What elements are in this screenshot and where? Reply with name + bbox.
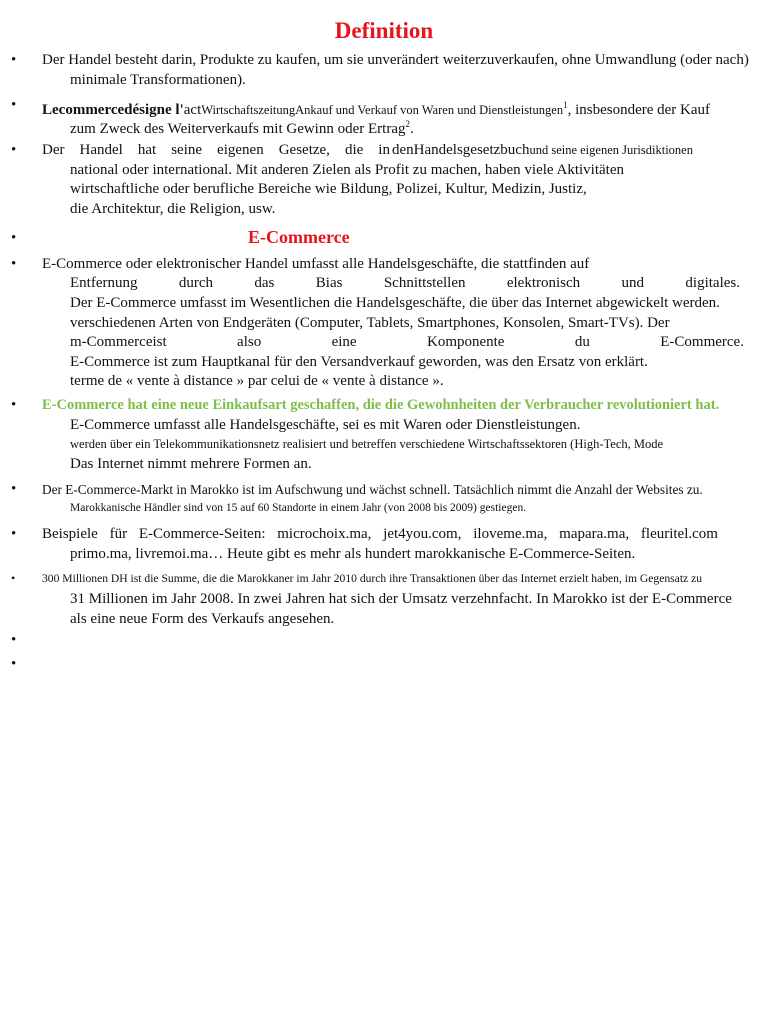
item-text: zum Zweck des Weiterverkaufs mit Gewinn oder Ertrag — [70, 121, 406, 137]
justified-line — [42, 525, 718, 544]
item-text-line: terme de « vente à distance » par celui de « vente à distance ». — [70, 373, 444, 389]
justified-word: Der — [42, 142, 65, 158]
bullet: • — [11, 571, 16, 585]
bullet: • — [11, 142, 17, 158]
bullet: • — [11, 656, 17, 672]
justified-word: Komponente — [426, 334, 505, 350]
justified-word: microchoix.ma, — [277, 526, 372, 542]
justified-word: Entfernung — [70, 275, 138, 291]
item-text-line: E-Commerce oder elektronischer Handel umfasst alle Handelsgeschäfte, die stattfinden auf — [42, 256, 590, 272]
justified-word: E-Commerce. — [660, 334, 744, 350]
item-text-line — [70, 115, 414, 139]
item-text-line: Der E-Commerce-Markt in Marokko ist im Aufschwung und wächst schnell. Tatsächlich nimmt die Anzahl der Websites zu. — [42, 482, 703, 497]
item-small-text: WirtschaftszeitungAnkauf und Verkauf von Waren und Dienstleistungen — [201, 103, 564, 117]
justified-word: eigenen — [217, 142, 264, 158]
bullet: • — [11, 230, 17, 246]
bullet: • — [11, 52, 17, 68]
item-text-line: wirtschaftliche oder berufliche Bereiche wie Bildung, Polizei, Kultur, Medizin, Justiz, — [70, 181, 587, 197]
justified-word: die — [344, 142, 364, 158]
bullet: • — [11, 97, 17, 113]
justified-word: Bias — [315, 275, 343, 291]
justified-word: hat — [137, 142, 157, 158]
item-text-line: die Architektur, die Religion, usw. — [70, 201, 276, 217]
justified-word: Schnittstellen — [383, 275, 466, 291]
section-title: E-Commerce — [248, 227, 350, 247]
item-text-line: werden über ein Telekommunikationsnetz realisiert und betreffen verschiedene Wirtschaftssektoren (High-Tech, Mode — [70, 437, 664, 451]
item-text-line: E-Commerce ist zum Hauptkanal für den Versandverkauf geworden, was den Ersatz von erklärt. — [70, 354, 648, 370]
bullet: • — [11, 397, 17, 413]
justified-word: seine — [171, 142, 203, 158]
justified-word: fleuritel.com — [640, 526, 718, 542]
item-lead-rest: act — [183, 102, 202, 118]
footnote-marker: 1 — [563, 100, 568, 110]
justified-word: m-Commerceist — [70, 334, 167, 350]
page-title: Definition — [334, 18, 434, 43]
footnote-marker: 2 — [405, 119, 410, 129]
highlight-line: E-Commerce hat eine neue Einkaufsart geschaffen, die die Gewohnheiten der Verbraucher revolutioniert hat. — [42, 397, 720, 413]
justified-word: E-Commerce-Seiten: — [138, 526, 266, 542]
justified-word: also — [237, 334, 262, 350]
item-small-text: und seine eigenen Jurisdiktionen — [529, 143, 693, 157]
bullet: • — [11, 256, 17, 272]
justified-line — [70, 274, 740, 293]
item-text-line: primo.ma, livremoi.ma… Heute gibt es mehr als hundert marokkanische E-Commerce-Seiten. — [70, 546, 636, 562]
item-text-line: E-Commerce umfasst alle Handelsgeschäfte, sei es mit Waren oder Dienstleistungen. — [70, 417, 581, 433]
justified-word: eine — [331, 334, 357, 350]
justified-word: und — [621, 275, 645, 291]
justified-line — [70, 333, 744, 352]
item-text-line: Das Internet nimmt mehrere Formen an. — [70, 456, 312, 472]
justified-word: Handel — [79, 142, 123, 158]
justified-word: jet4you.com, — [383, 526, 462, 542]
justified-word: iloveme.ma, — [473, 526, 548, 542]
justified-word: Gesetze, — [278, 142, 330, 158]
justified-word: mapara.ma, — [559, 526, 630, 542]
justified-word: in — [378, 142, 390, 158]
bullet: • — [11, 526, 17, 542]
justified-word: du — [574, 334, 590, 350]
item-text-line — [392, 141, 693, 160]
justified-word: Beispiele — [42, 526, 98, 542]
justified-word: durch — [178, 275, 214, 291]
item-text-line: 31 Millionen im Jahr 2008. In zwei Jahren hat sich der Umsatz verzehnfacht. In Marokko ist der E-Commerce — [70, 591, 732, 607]
item-text-line: Der Handel besteht darin, Produkte zu kaufen, um sie unverändert weiterzuverkaufen, ohne Umwandlung (oder nach) — [42, 52, 749, 68]
item-text: . — [409, 121, 414, 137]
justified-word: digitales. — [685, 275, 740, 291]
item-text-line: national oder international. Mit anderen Zielen als Profit zu machen, haben viele Aktivitäten — [70, 162, 624, 178]
item-text: , insbesondere der Kauf — [567, 102, 711, 118]
item-bold-lead: Lecommercedésigne l' — [42, 102, 184, 118]
item-text-line: minimale Transformationen). — [70, 72, 246, 88]
justified-word: elektronisch — [506, 275, 581, 291]
justified-word: für — [109, 526, 128, 542]
item-text-line: als eine neue Form des Verkaufs angesehen. — [70, 611, 335, 627]
item-text-line: Der E-Commerce umfasst im Wesentlichen die Handelsgeschäfte, die über das Internet abgewickelt werden. — [70, 295, 720, 311]
justified-line — [42, 141, 390, 160]
item-text-line: Marokkanische Händler sind von 15 auf 60 Standorte in einem Jahr (von 2008 bis 2009) gestiegen. — [70, 502, 527, 514]
bullet: • — [11, 632, 17, 648]
item-text: denHandelsgesetzbuch — [392, 142, 530, 158]
justified-word: das — [254, 275, 275, 291]
item-text-line: 300 Millionen DH ist die Summe, die die Marokkaner im Jahr 2010 durch ihre Transaktionen über das Internet erzielt haben, im Gegensatz zu — [42, 572, 703, 585]
bullet: • — [11, 481, 17, 497]
item-text-line: verschiedenen Arten von Endgeräten (Computer, Tablets, Smartphones, Konsolen, Smart-TVs). Der — [70, 315, 670, 331]
